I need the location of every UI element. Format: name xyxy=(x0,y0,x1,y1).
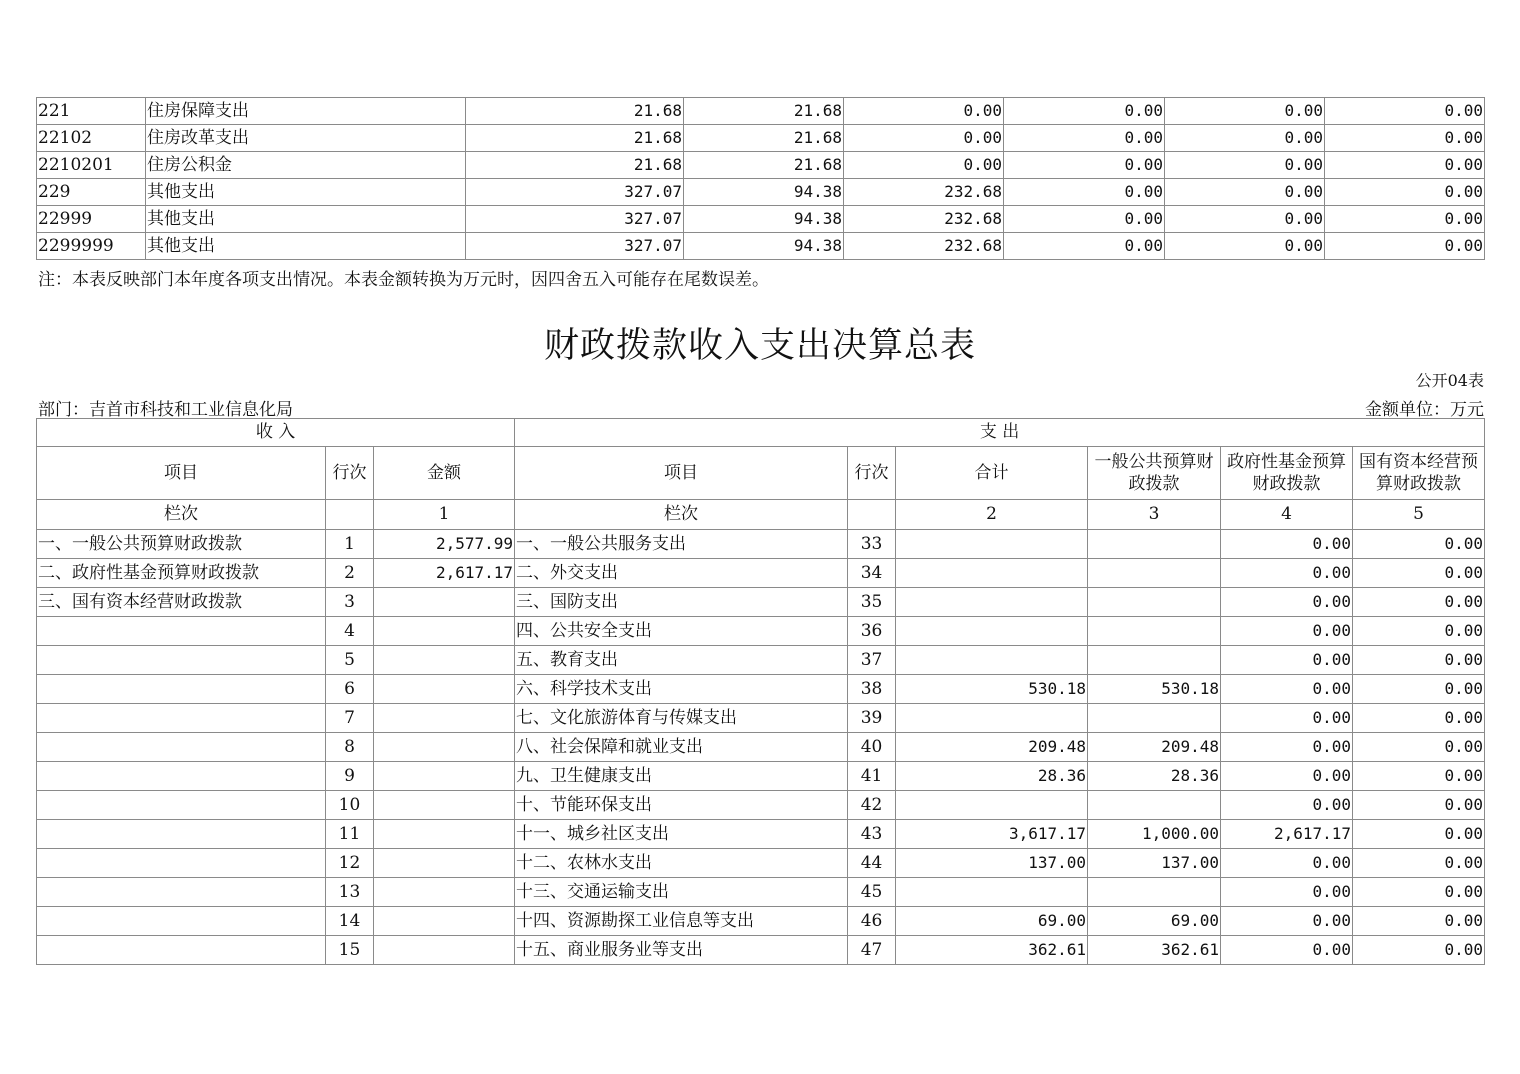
total-cell xyxy=(896,588,1088,617)
expense-line-cell: 42 xyxy=(848,791,896,820)
income-line-cell: 14 xyxy=(326,907,374,936)
total-cell xyxy=(896,704,1088,733)
col-header: 国有资本经营预算财政拨款 xyxy=(1353,447,1485,500)
amount-cell: 327.07 xyxy=(466,179,684,206)
general-budget-cell xyxy=(1088,704,1221,733)
general-budget-cell xyxy=(1088,559,1221,588)
gov-fund-cell: 0.00 xyxy=(1221,849,1353,878)
expense-line-cell: 47 xyxy=(848,936,896,965)
col-header: 政府性基金预算财政拨款 xyxy=(1221,447,1353,500)
income-line-cell: 12 xyxy=(326,849,374,878)
state-capital-cell: 0.00 xyxy=(1353,849,1485,878)
col-header: 合计 xyxy=(896,447,1088,500)
total-cell: 362.61 xyxy=(896,936,1088,965)
col-index: 栏次 xyxy=(37,500,326,530)
amount-cell: 21.68 xyxy=(684,152,844,179)
income-amount-cell xyxy=(374,704,515,733)
amount-cell: 21.68 xyxy=(466,98,684,125)
table-row xyxy=(37,762,1485,791)
amount-cell: 21.68 xyxy=(466,125,684,152)
income-line-cell: 9 xyxy=(326,762,374,791)
subject-name-cell: 其他支出 xyxy=(146,206,466,233)
amount-cell: 232.68 xyxy=(844,233,1004,260)
state-capital-cell: 0.00 xyxy=(1353,907,1485,936)
table-row xyxy=(37,559,1485,588)
table-row xyxy=(37,675,1485,704)
table-row xyxy=(37,791,1485,820)
gov-fund-cell: 0.00 xyxy=(1221,762,1353,791)
amount-cell: 94.38 xyxy=(684,206,844,233)
subject-name-cell: 其他支出 xyxy=(146,233,466,260)
total-cell: 69.00 xyxy=(896,907,1088,936)
amount-cell: 21.68 xyxy=(466,152,684,179)
income-item-cell xyxy=(37,849,326,878)
table-row xyxy=(37,98,1485,125)
income-amount-cell xyxy=(374,588,515,617)
amount-cell: 0.00 xyxy=(1325,206,1485,233)
amount-cell: 0.00 xyxy=(1165,125,1325,152)
expense-detail-table xyxy=(36,97,1485,260)
income-line-cell: 2 xyxy=(326,559,374,588)
col-index: 5 xyxy=(1353,500,1485,530)
income-item-cell: 一、一般公共预算财政拨款 xyxy=(37,530,326,559)
income-item-cell xyxy=(37,733,326,762)
state-capital-cell: 0.00 xyxy=(1353,675,1485,704)
total-cell xyxy=(896,617,1088,646)
income-amount-cell: 2,617.17 xyxy=(374,559,515,588)
gov-fund-cell: 0.00 xyxy=(1221,588,1353,617)
total-cell: 137.00 xyxy=(896,849,1088,878)
total-cell: 3,617.17 xyxy=(896,820,1088,849)
table-row xyxy=(37,206,1485,233)
col-header: 一般公共预算财政拨款 xyxy=(1088,447,1221,500)
income-line-cell: 1 xyxy=(326,530,374,559)
income-line-cell: 15 xyxy=(326,936,374,965)
income-line-cell: 5 xyxy=(326,646,374,675)
fiscal-summary-table xyxy=(36,418,1485,965)
table-row xyxy=(37,617,1485,646)
subject-name-cell: 住房改革支出 xyxy=(146,125,466,152)
gov-fund-cell: 0.00 xyxy=(1221,936,1353,965)
income-line-cell: 6 xyxy=(326,675,374,704)
amount-cell: 0.00 xyxy=(1165,206,1325,233)
expense-item-cell: 四、公共安全支出 xyxy=(515,617,848,646)
income-header: 收 入 xyxy=(37,419,515,447)
general-budget-cell xyxy=(1088,617,1221,646)
gov-fund-cell: 0.00 xyxy=(1221,907,1353,936)
table-row xyxy=(37,179,1485,206)
general-budget-cell xyxy=(1088,530,1221,559)
table-note: 注：本表反映部门本年度各项支出情况。本表金额转换为万元时，因四舍五入可能存在尾数误差。 xyxy=(38,270,769,290)
amount-cell: 232.68 xyxy=(844,179,1004,206)
amount-cell: 21.68 xyxy=(684,125,844,152)
state-capital-cell: 0.00 xyxy=(1353,646,1485,675)
gov-fund-cell: 0.00 xyxy=(1221,704,1353,733)
gov-fund-cell: 0.00 xyxy=(1221,675,1353,704)
expense-line-cell: 35 xyxy=(848,588,896,617)
total-cell: 530.18 xyxy=(896,675,1088,704)
general-budget-cell: 28.36 xyxy=(1088,762,1221,791)
expense-item-cell: 十四、资源勘探工业信息等支出 xyxy=(515,907,848,936)
gov-fund-cell: 0.00 xyxy=(1221,791,1353,820)
state-capital-cell: 0.00 xyxy=(1353,762,1485,791)
amount-cell: 0.00 xyxy=(1325,179,1485,206)
expense-line-cell: 37 xyxy=(848,646,896,675)
total-cell xyxy=(896,646,1088,675)
income-item-cell xyxy=(37,617,326,646)
amount-cell: 0.00 xyxy=(1325,98,1485,125)
amount-cell: 0.00 xyxy=(844,125,1004,152)
income-line-cell: 11 xyxy=(326,820,374,849)
amount-cell: 0.00 xyxy=(1165,98,1325,125)
amount-cell: 0.00 xyxy=(1004,233,1165,260)
expense-line-cell: 34 xyxy=(848,559,896,588)
income-amount-cell: 2,577.99 xyxy=(374,530,515,559)
department-label: 部门：吉首市科技和工业信息化局 xyxy=(38,400,293,420)
income-line-cell: 13 xyxy=(326,878,374,907)
expense-line-cell: 40 xyxy=(848,733,896,762)
state-capital-cell: 0.00 xyxy=(1353,704,1485,733)
expense-item-cell: 七、文化旅游体育与传媒支出 xyxy=(515,704,848,733)
income-line-cell: 10 xyxy=(326,791,374,820)
amount-cell: 0.00 xyxy=(1325,233,1485,260)
gov-fund-cell: 0.00 xyxy=(1221,617,1353,646)
amount-cell: 21.68 xyxy=(684,98,844,125)
general-budget-cell: 69.00 xyxy=(1088,907,1221,936)
income-item-cell xyxy=(37,704,326,733)
expense-line-cell: 36 xyxy=(848,617,896,646)
state-capital-cell: 0.00 xyxy=(1353,559,1485,588)
expense-line-cell: 45 xyxy=(848,878,896,907)
amount-unit-label: 金额单位：万元 xyxy=(1365,400,1484,420)
income-line-cell: 3 xyxy=(326,588,374,617)
general-budget-cell xyxy=(1088,646,1221,675)
income-amount-cell xyxy=(374,675,515,704)
general-budget-cell xyxy=(1088,791,1221,820)
expense-header: 支 出 xyxy=(515,419,1485,447)
expense-item-cell: 八、社会保障和就业支出 xyxy=(515,733,848,762)
total-cell xyxy=(896,791,1088,820)
income-item-cell xyxy=(37,907,326,936)
income-line-cell: 8 xyxy=(326,733,374,762)
subject-code-cell: 229 xyxy=(37,179,146,206)
state-capital-cell: 0.00 xyxy=(1353,733,1485,762)
income-item-cell xyxy=(37,878,326,907)
table-row xyxy=(37,936,1485,965)
expense-item-cell: 九、卫生健康支出 xyxy=(515,762,848,791)
amount-cell: 0.00 xyxy=(1004,98,1165,125)
amount-cell: 327.07 xyxy=(466,206,684,233)
table-row xyxy=(37,233,1485,260)
subject-name-cell: 住房保障支出 xyxy=(146,98,466,125)
general-budget-cell: 362.61 xyxy=(1088,936,1221,965)
amount-cell: 0.00 xyxy=(1325,152,1485,179)
income-amount-cell xyxy=(374,878,515,907)
expense-line-cell: 33 xyxy=(848,530,896,559)
column-index-row xyxy=(37,500,1485,530)
subject-name-cell: 住房公积金 xyxy=(146,152,466,179)
state-capital-cell: 0.00 xyxy=(1353,820,1485,849)
amount-cell: 0.00 xyxy=(1004,206,1165,233)
amount-cell: 0.00 xyxy=(844,152,1004,179)
amount-cell: 0.00 xyxy=(1004,152,1165,179)
table-row xyxy=(37,820,1485,849)
amount-cell: 94.38 xyxy=(684,233,844,260)
general-budget-cell: 137.00 xyxy=(1088,849,1221,878)
expense-item-cell: 一、一般公共服务支出 xyxy=(515,530,848,559)
gov-fund-cell: 0.00 xyxy=(1221,559,1353,588)
amount-cell: 0.00 xyxy=(1325,125,1485,152)
table-row xyxy=(37,849,1485,878)
total-cell xyxy=(896,559,1088,588)
table-row xyxy=(37,646,1485,675)
amount-cell: 0.00 xyxy=(1165,152,1325,179)
table-code: 公开04表 xyxy=(1415,371,1484,390)
income-item-cell: 二、政府性基金预算财政拨款 xyxy=(37,559,326,588)
expense-line-cell: 38 xyxy=(848,675,896,704)
income-item-cell xyxy=(37,820,326,849)
income-item-cell xyxy=(37,791,326,820)
expense-line-cell: 41 xyxy=(848,762,896,791)
expense-line-cell: 46 xyxy=(848,907,896,936)
col-index xyxy=(326,500,374,530)
expense-line-cell: 39 xyxy=(848,704,896,733)
col-header: 行次 xyxy=(848,447,896,500)
state-capital-cell: 0.00 xyxy=(1353,878,1485,907)
col-header: 项目 xyxy=(37,447,326,500)
income-amount-cell xyxy=(374,820,515,849)
amount-cell: 0.00 xyxy=(1165,179,1325,206)
state-capital-cell: 0.00 xyxy=(1353,530,1485,559)
income-item-cell xyxy=(37,646,326,675)
subject-code-cell: 22102 xyxy=(37,125,146,152)
income-amount-cell xyxy=(374,791,515,820)
expense-line-cell: 43 xyxy=(848,820,896,849)
expense-item-cell: 三、国防支出 xyxy=(515,588,848,617)
expense-item-cell: 十、节能环保支出 xyxy=(515,791,848,820)
table-row xyxy=(37,588,1485,617)
income-item-cell xyxy=(37,936,326,965)
gov-fund-cell: 0.00 xyxy=(1221,530,1353,559)
general-budget-cell: 209.48 xyxy=(1088,733,1221,762)
total-cell xyxy=(896,878,1088,907)
income-amount-cell xyxy=(374,646,515,675)
col-index: 1 xyxy=(374,500,515,530)
total-cell: 209.48 xyxy=(896,733,1088,762)
income-amount-cell xyxy=(374,733,515,762)
table-row xyxy=(37,152,1485,179)
col-header: 金额 xyxy=(374,447,515,500)
amount-cell: 232.68 xyxy=(844,206,1004,233)
income-line-cell: 4 xyxy=(326,617,374,646)
report-title: 财政拨款收入支出决算总表 xyxy=(543,326,976,366)
income-item-cell xyxy=(37,762,326,791)
income-amount-cell xyxy=(374,936,515,965)
subject-name-cell: 其他支出 xyxy=(146,179,466,206)
table-row xyxy=(37,907,1485,936)
income-amount-cell xyxy=(374,907,515,936)
general-budget-cell xyxy=(1088,878,1221,907)
state-capital-cell: 0.00 xyxy=(1353,791,1485,820)
gov-fund-cell: 0.00 xyxy=(1221,733,1353,762)
table-row xyxy=(37,704,1485,733)
col-index: 3 xyxy=(1088,500,1221,530)
amount-cell: 94.38 xyxy=(684,179,844,206)
expense-line-cell: 44 xyxy=(848,849,896,878)
expense-item-cell: 二、外交支出 xyxy=(515,559,848,588)
subject-code-cell: 22999 xyxy=(37,206,146,233)
col-index: 栏次 xyxy=(515,500,848,530)
amount-cell: 0.00 xyxy=(844,98,1004,125)
expense-item-cell: 十二、农林水支出 xyxy=(515,849,848,878)
expense-item-cell: 十五、商业服务业等支出 xyxy=(515,936,848,965)
income-item-cell xyxy=(37,675,326,704)
section-header-row xyxy=(37,419,1485,447)
subject-code-cell: 2299999 xyxy=(37,233,146,260)
expense-item-cell: 十一、城乡社区支出 xyxy=(515,820,848,849)
column-header-row xyxy=(37,447,1485,500)
col-index xyxy=(848,500,896,530)
expense-item-cell: 五、教育支出 xyxy=(515,646,848,675)
amount-cell: 0.00 xyxy=(1165,233,1325,260)
amount-cell: 0.00 xyxy=(1004,179,1165,206)
state-capital-cell: 0.00 xyxy=(1353,588,1485,617)
general-budget-cell: 1,000.00 xyxy=(1088,820,1221,849)
table-row xyxy=(37,125,1485,152)
state-capital-cell: 0.00 xyxy=(1353,936,1485,965)
subject-code-cell: 2210201 xyxy=(37,152,146,179)
total-cell xyxy=(896,530,1088,559)
income-amount-cell xyxy=(374,849,515,878)
table-row xyxy=(37,733,1485,762)
income-item-cell: 三、国有资本经营财政拨款 xyxy=(37,588,326,617)
income-line-cell: 7 xyxy=(326,704,374,733)
expense-item-cell: 六、科学技术支出 xyxy=(515,675,848,704)
gov-fund-cell: 0.00 xyxy=(1221,878,1353,907)
col-index: 4 xyxy=(1221,500,1353,530)
income-amount-cell xyxy=(374,617,515,646)
general-budget-cell xyxy=(1088,588,1221,617)
total-cell: 28.36 xyxy=(896,762,1088,791)
table-row xyxy=(37,530,1485,559)
gov-fund-cell: 0.00 xyxy=(1221,646,1353,675)
col-index: 2 xyxy=(896,500,1088,530)
amount-cell: 0.00 xyxy=(1004,125,1165,152)
income-amount-cell xyxy=(374,762,515,791)
gov-fund-cell: 2,617.17 xyxy=(1221,820,1353,849)
col-header: 行次 xyxy=(326,447,374,500)
amount-cell: 327.07 xyxy=(466,233,684,260)
col-header: 项目 xyxy=(515,447,848,500)
table-row xyxy=(37,878,1485,907)
general-budget-cell: 530.18 xyxy=(1088,675,1221,704)
expense-item-cell: 十三、交通运输支出 xyxy=(515,878,848,907)
state-capital-cell: 0.00 xyxy=(1353,617,1485,646)
subject-code-cell: 221 xyxy=(37,98,146,125)
